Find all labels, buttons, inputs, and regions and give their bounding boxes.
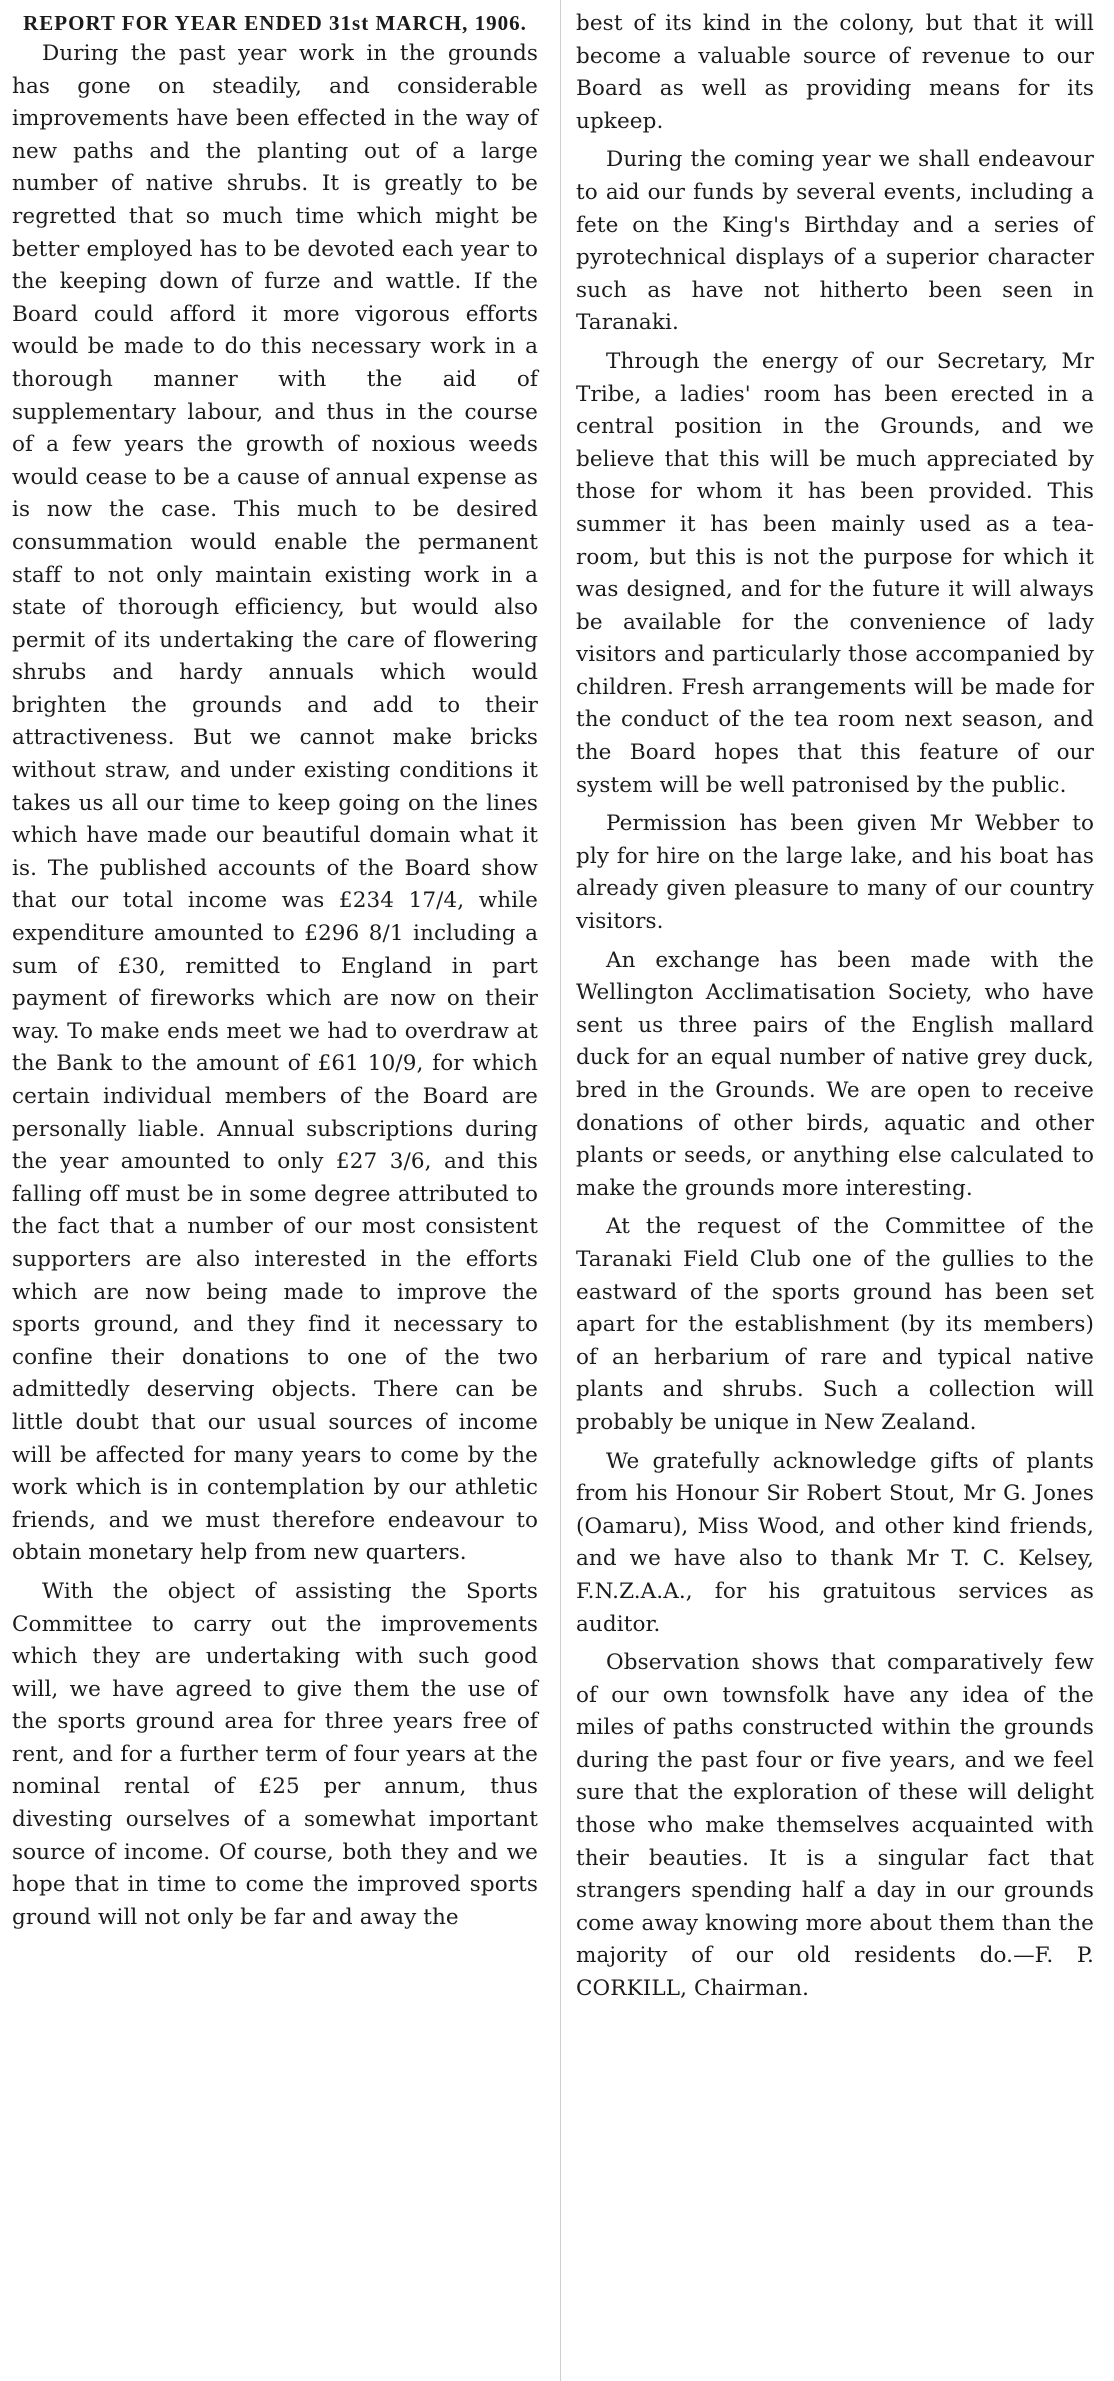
paragraph-sports-committee: With the object of assisting the Sports Committee to carry out the improvements which they are undertaking with such good will, we have agreed to give them the use of the sports ground area for three years free of rent, and for a further term of four years at the nominal rental of £25 per annum, thus divesting ourselves of a somewhat important source of income. Of course, both they and we hope that in time to come the improved sports ground will not only be far and away the: [12, 1578, 538, 1930]
report-heading: REPORT FOR YEAR ENDED 31st MARCH, 1906.: [23, 11, 527, 35]
paragraph-continued: best of its kind in the colony, but that it will become a valuable source of revenue to our Board as well as providing means for its upkeep.: [576, 11, 1094, 134]
paragraph-work-and-finances: During the past year work in the grounds has gone on steadily, and considerable improvements have been effected in the way of new paths and the planting out of a large number of native shrubs. It is greatly to be regretted that so much time which might be better employed has to be devoted each year to the keeping down of furze and wattle. If the Board could afford it more vigorous efforts would be made to do this necessary work in a thorough manner with the aid of supplementary labour, and thus in the course of a few years the growth of noxious weeds would cease to be a cause of annual expense as is now the case. This much to be desired consummation would enable the permanent staff to not only maintain existing work in a state of thorough efficiency, but would also permit of its undertaking the care of flowering shrubs and hardy annuals which would brighten the grounds and add to their attractiveness. But we cannot make bricks without straw, and under existing conditions it takes us all our time to keep going on the lines which have made our beautiful domain what it is. The published accounts of the Board show that our total income was £234 17/4, while expenditure amounted to £296 8/1 including a sum of £30, remitted to England in part payment of fireworks which are now on their way. To make ends meet we had to overdraw at the Bank to the amount of £61 10/9, for which certain individual members of the Board are personally liable. Annual subscriptions during the year amounted to only £27 3/6, and this falling off must be in some degree attributed to the fact that a number of our most consistent supporters are also interested in the efforts which are now being made to improve the sports ground, and they find it necessary to confine their donations to one of the two admittedly deserving objects. There can be little doubt that our usual sources of income will be affected for many years to come by the work which is in contemplation by our athletic friends, and we must therefore endeavour to obtain monetary help from new quarters.: [12, 41, 538, 1566]
column-divider: [560, 0, 561, 2381]
paragraph-acknowledgements: We gratefully acknowledge gifts of plants from his Honour Sir Robert Stout, Mr G. Jones (Oamaru), Miss Wood, and other kind friends, and we have also to thank Mr T. C. Kelsey, F.N.Z.A.A., for his gratuitous services as auditor.: [576, 1448, 1094, 1637]
paragraph-duck-exchange: An exchange has been made with the Wellington Acclimatisation Society, who have sent us three pairs of the English mallard duck for an equal number of native grey duck, bred in the Grounds. We are open to receive donations of other birds, aquatic and other plants or seeds, or anything else calculated to make the grounds more interesting.: [576, 947, 1094, 1201]
paragraph-coming-year: During the coming year we shall endeavour to aid our funds by several events, including a fete on the King's Birthday and a series of pyrotechnical displays of a superior character such as have not hitherto been seen in Taranaki.: [576, 147, 1094, 336]
paragraph-field-club: At the request of the Committee of the Taranaki Field Club one of the gullies to the eastward of the sports ground has been set apart for the establishment (by its members) of an herbarium of rare and typical native plants and shrubs. Such a collection will probably be unique in New Zealand.: [576, 1214, 1094, 1435]
right-column: [562, 8, 1102, 2012]
left-column: [12, 8, 552, 1940]
paragraph-ladies-room: Through the energy of our Secretary, Mr Tribe, a ladies' room has been erected in a central position in the Grounds, and we believe that this will be much appreciated by those for whom it has been provided. This summer it has been mainly used as a tea-room, but this is not the purpose for which it was designed, and for the future it will always be available for the convenience of lady visitors and particularly those accompanied by children. Fresh arrangements will be made for the conduct of the tea room next season, and the Board hopes that this feature of our system will be well patronised by the public.: [576, 348, 1094, 798]
paragraph-boat-permission: Permission has been given Mr Webber to ply for hire on the large lake, and his boat has already given pleasure to many of our country visitors.: [576, 811, 1094, 935]
paragraph-observation: Observation shows that comparatively few of our own townsfolk have any idea of the miles of paths constructed within the grounds during the past four or five years, and we feel sure that the exploration of these will delight those who make themselves acquainted with their beauties. It is a singular fact that strangers spending half a day in our grounds come away knowing more about them than the majority of our old residents do.—F. P. CORKILL, Chairman.: [576, 1650, 1094, 2002]
